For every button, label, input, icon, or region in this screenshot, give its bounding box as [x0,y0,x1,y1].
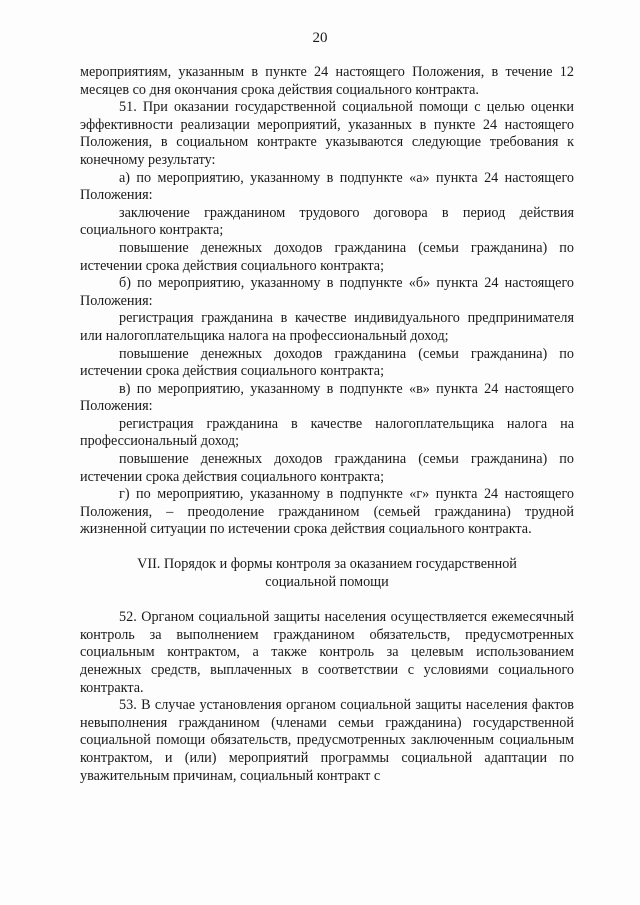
paragraph-51-v: в) по мероприятию, указанному в подпункте «в» пункта 24 настоящего Положения: [80,380,574,415]
page-number: 20 [312,30,328,46]
paragraph-52: 52. Органом социальной защиты населения осуществляется ежемесячный контроль за выполнением гражданином обязательств, предусмотренных социальным контрактом, а также контроль за целевым использованием денежных средств, выплаченных в соответствии с условиями социального контракта. [80,609,574,696]
paragraph-51-a-1: заключение гражданином трудового договора в период действия социального контракта; [80,204,574,239]
document-body [80,64,574,785]
paragraph-51-a-2: повышение денежных доходов гражданина (семьи гражданина) по истечении срока действия социального контракта; [80,239,574,274]
paragraph-51-b-1: регистрация гражданина в качестве индивидуального предпринимателя или налогоплательщика налога на профессиональный доход; [80,310,574,344]
paragraph-53: 53. В случае установления органом социальной защиты населения фактов невыполнения гражданином (членами семьи гражданина) государственной социальной помощи обязательств, предусмотренных заключенным социальным контрактом, и (или) мероприятий программы социальной адаптации по уважительным причинам, социальный контракт с [80,697,574,784]
paragraph-51: 51. При оказании государственной социальной помощи с целью оценки эффективности реализации мероприятий, указанных в пункте 24 настоящего Положения, в социальном контракте указываются следующие требования к конечному результату: [80,99,574,168]
paragraph-51-a: а) по мероприятию, указанному в подпункте «а» пункта 24 настоящего Положения: [80,169,574,204]
paragraph-51-g: г) по мероприятию, указанному в подпункте «г» пункта 24 настоящего Положения, – преодоление гражданином (семьей гражданина) трудной жизненной ситуации по истечении срока действия социального контракта. [80,486,574,538]
paragraph-51-v-2: повышение денежных доходов гражданина (семьи гражданина) по истечении срока действия социального контракта; [80,451,574,485]
paragraph-51-b: б) по мероприятию, указанному в подпункте «б» пункта 24 настоящего Положения: [80,275,574,309]
paragraph-51-v-1: регистрация гражданина в качестве налогоплательщика налога на профессиональный доход; [80,415,574,450]
paragraph-continuation: мероприятиям, указанным в пункте 24 настоящего Положения, в течение 12 месяцев со дня окончания срока действия социального контракта. [80,64,574,98]
section-heading: VII. Порядок и формы контроля за оказанием государственной социальной помощи [137,556,517,590]
paragraph-51-b-2: повышение денежных доходов гражданина (семьи гражданина) по истечении срока действия социального контракта; [80,345,574,380]
